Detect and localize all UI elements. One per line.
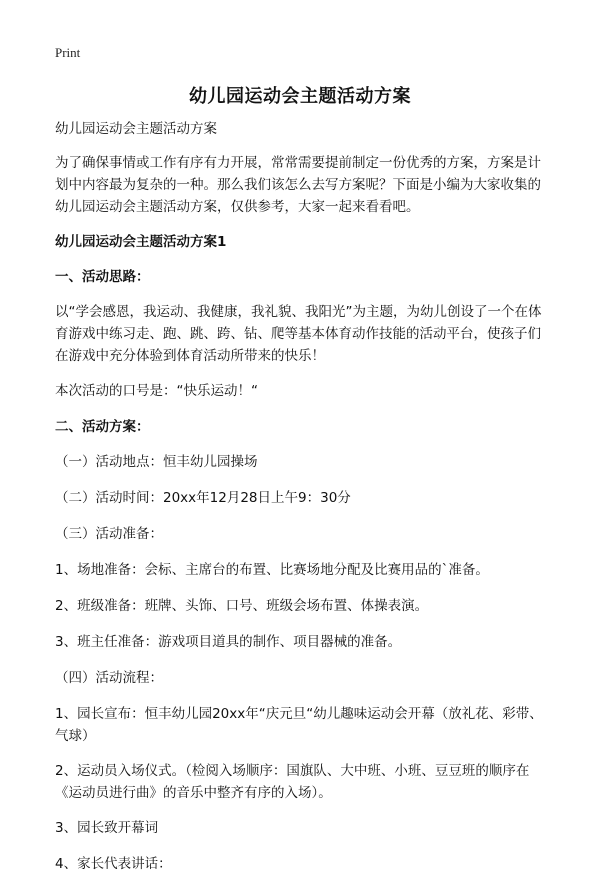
prep-item-2: 2、班级准备：班牌、头饰、口号、班级会场布置、体操表演。 [55,598,429,614]
print-link[interactable]: Print [55,45,81,60]
subtitle: 幼儿园运动会主题活动方案 [55,121,217,137]
heading-activity-idea: 一、活动思路： [55,269,150,285]
prep-title: （三）活动准备： [55,526,163,542]
heading-activity-plan: 二、活动方案： [55,419,150,435]
flow-item-1: 1、园长宣布：恒丰幼儿园20xx年“庆元旦“幼儿趣味运动会开幕（放礼花、彩带、气球） [55,706,543,744]
flow-item-4: 4、家长代表讲话： [55,856,172,872]
section-heading: 幼儿园运动会主题活动方案1 [55,234,227,250]
document-body [55,118,552,889]
intro-paragraph: 为了确保事情或工作有序有力开展，常常需要提前制定一份优秀的方案，方案是计划中内容最为复杂的一种。那么我们该怎么去写方案呢？下面是小编为大家收集的幼儿园运动会主题活动方案，仅供参考，大家一起来看看吧。 [55,155,541,215]
flow-item-3: 3、园长致开幕词 [55,820,159,836]
plan-location: （一）活动地点：恒丰幼儿园操场 [55,454,258,470]
slogan-paragraph: 本次活动的口号是：“快乐运动！“ [55,383,258,399]
idea-paragraph: 以“学会感恩，我运动、我健康，我礼貌、我阳光”为主题，为幼儿创设了一个在体育游戏中练习走、跑、跳、跨、钻、爬等基本体育动作技能的活动平台，使孩子们在游戏中充分体验到体育活动所带来的快乐！ [55,304,542,364]
prep-item-3: 3、班主任准备：游戏项目道具的制作、项目器械的准备。 [55,634,402,650]
page-title: 幼儿园运动会主题活动方案 [189,86,411,107]
prep-item-1: 1、场地准备：会标、主席台的布置、比赛场地分配及比赛用品的`准备。 [55,562,489,578]
plan-time: （二）活动时间：20xx年12月28日上午9：30分 [55,490,351,506]
flow-title: （四）活动流程： [55,670,163,686]
flow-item-2: 2、运动员入场仪式。（检阅入场顺序：国旗队、大中班、小班、豆豆班的顺序在《运动员进行曲》的音乐中整齐有序的入场）。 [55,763,530,801]
